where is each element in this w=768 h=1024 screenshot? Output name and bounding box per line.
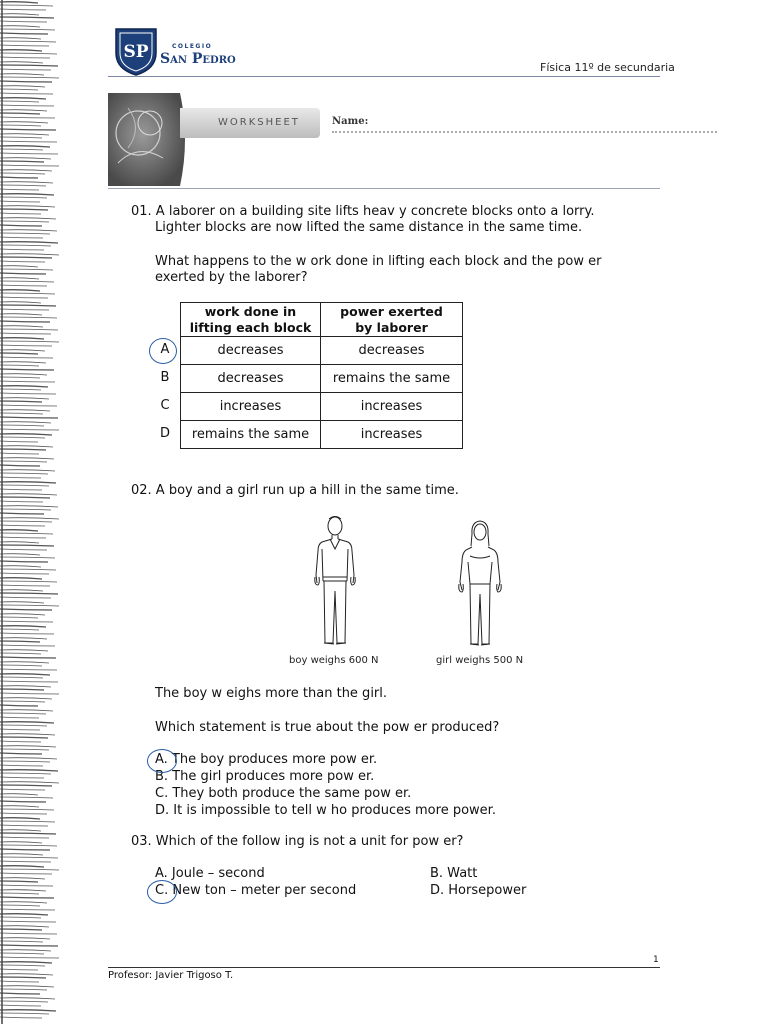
q1-line-4: exerted by the laborer? [155, 270, 308, 285]
q2-line-1: 02. A boy and a girl run up a hill in the same time. [131, 483, 459, 498]
q1-line-3: What happens to the w ork done in lifting each block and the pow er [155, 254, 602, 269]
banner-divider [108, 188, 660, 189]
girl-figure-icon [450, 520, 510, 646]
worksheet-label: WORKSHEET [218, 117, 300, 128]
q3-option-d[interactable]: D. Horsepower [430, 883, 527, 898]
table-header-power [321, 303, 463, 337]
teacher-name: Profesor: Javier Trigoso T. [108, 970, 234, 981]
header-work-line-1: work done in [204, 303, 297, 319]
q2-option-c[interactable]: C. They both produce the same pow er. [155, 786, 412, 801]
boy-caption: boy weighs 600 N [289, 655, 379, 666]
option-letter-a[interactable]: A [160, 342, 170, 357]
boy-figure-icon [305, 515, 365, 647]
name-field[interactable] [332, 131, 717, 133]
table-row [181, 393, 463, 421]
table-header-work [181, 303, 321, 337]
subject-title: Física 11º de secundaria [540, 61, 675, 74]
q3-option-c[interactable]: C. New ton – meter per second [155, 883, 357, 898]
header-work-line-2: lifting each block [189, 319, 312, 335]
table-row [181, 421, 463, 449]
cell-power: remains the same [321, 365, 463, 393]
school-logo-icon [112, 25, 160, 77]
q1-line-2: Lighter blocks are now lifted the same distance in the same time. [155, 220, 583, 235]
q2-option-d[interactable]: D. It is impossible to tell w ho produces more power. [155, 803, 496, 818]
cell-work: increases [181, 393, 321, 421]
q1-line-1: 01. A laborer on a building site lifts heav y concrete blocks onto a lorry. [131, 204, 595, 219]
page-number: 1 [653, 955, 659, 965]
cell-work: decreases [181, 337, 321, 365]
girl-caption: girl weighs 500 N [436, 655, 524, 666]
answer-circle-q2 [147, 749, 177, 773]
school-name: San Pedro [160, 51, 236, 67]
binding-edge [0, 0, 62, 1024]
option-letter-b[interactable]: B [160, 370, 170, 385]
name-label: Name: [332, 116, 369, 127]
header-divider [108, 76, 660, 77]
answer-circle-q3 [147, 880, 177, 904]
q2-line-3: Which statement is true about the pow er produced? [155, 720, 500, 735]
q2-option-a[interactable]: A. The boy produces more pow er. [155, 752, 378, 767]
option-letter-d[interactable]: D [159, 426, 170, 441]
q1-answer-table [180, 302, 463, 449]
logo-monogram: SP [123, 42, 149, 62]
q3-line-1: 03. Which of the follow ing is not a unit for pow er? [131, 834, 464, 849]
school-label-small: COLEGIO [172, 43, 213, 50]
header-power-line-2: by laborer [355, 319, 428, 335]
table-row [181, 365, 463, 393]
cell-work: decreases [181, 365, 321, 393]
option-letter-c[interactable]: C [160, 398, 170, 413]
cell-work: remains the same [181, 421, 321, 449]
q3-option-a[interactable]: A. Joule – second [155, 866, 265, 881]
worksheet-banner-art-icon [108, 93, 188, 186]
table-row [181, 337, 463, 365]
answer-circle-q1 [149, 338, 177, 364]
cell-power: increases [321, 421, 463, 449]
q2-option-b[interactable]: B. The girl produces more pow er. [155, 769, 375, 784]
header-power-line-1: power exerted [340, 303, 443, 319]
q2-line-2: The boy w eighs more than the girl. [155, 686, 388, 701]
footer-divider [108, 967, 660, 968]
cell-power: decreases [321, 337, 463, 365]
cell-power: increases [321, 393, 463, 421]
q3-option-b[interactable]: B. Watt [430, 866, 478, 881]
